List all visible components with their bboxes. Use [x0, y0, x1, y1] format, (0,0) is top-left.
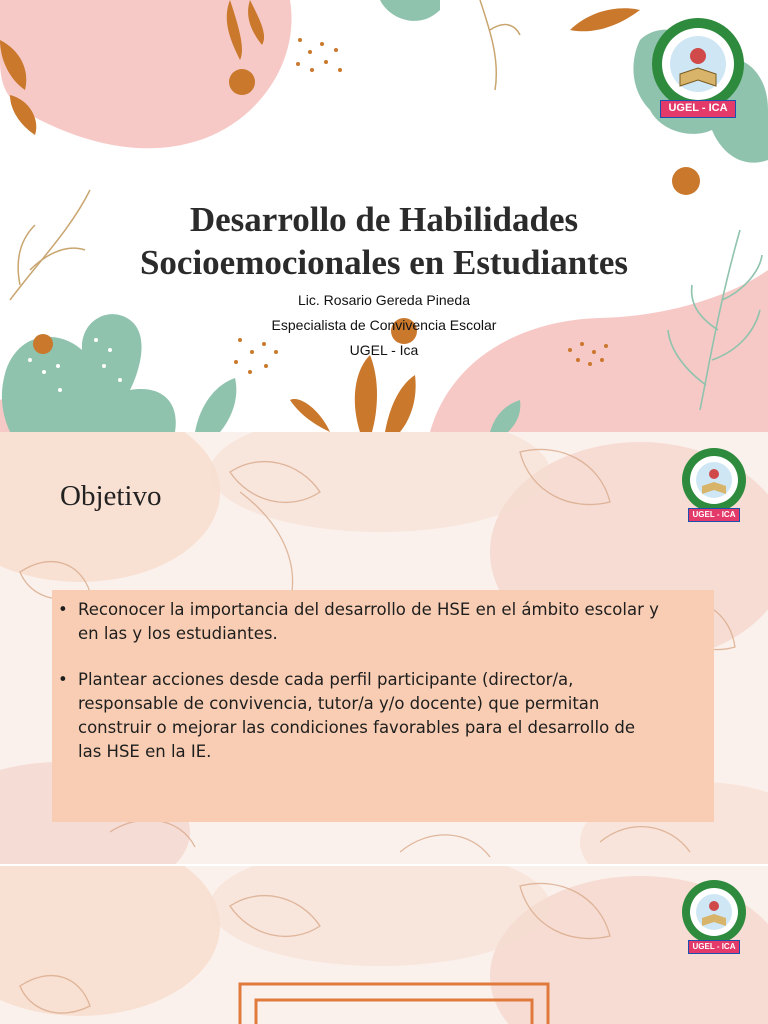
- title-line-2: Socioemocionales en Estudiantes: [139, 243, 629, 282]
- ugel-ica-logo: [646, 14, 750, 122]
- slide-heading: Objetivo: [60, 480, 162, 512]
- logo-band: UGEL - ICA: [688, 940, 740, 954]
- bullet-icon: •: [58, 670, 68, 689]
- logo-band: UGEL - ICA: [688, 508, 740, 522]
- title-slide: [0, 0, 768, 432]
- watercolor-leaf-background: [0, 866, 768, 1024]
- author-role: Especialista de Convivencia Escolar: [271, 317, 497, 333]
- objectives-box: [52, 590, 714, 822]
- title-line-1: Desarrollo de Habilidades: [189, 200, 579, 239]
- objective-slide: [0, 432, 768, 864]
- organization: UGEL - Ica: [349, 342, 419, 358]
- presentation-title: [0, 198, 768, 284]
- logo-band: UGEL - ICA: [660, 100, 736, 118]
- list-item: • Plantear acciones desde cada perfil participante (director/a, responsable de convivencia, tutor/a y/o docente) que permitan construir o mejorar las condiciones favorables para el desarrollo de las HSE en la IE.: [58, 670, 636, 761]
- list-item: • Reconocer la importancia del desarrollo de HSE en el ámbito escolar y en las y los estudiantes.: [58, 600, 659, 643]
- bullet-icon: •: [58, 600, 68, 619]
- author-name: Lic. Rosario Gereda Pineda: [298, 292, 470, 308]
- third-slide-partial: [0, 866, 768, 1024]
- ugel-ica-logo: [678, 878, 750, 956]
- ugel-ica-logo: [678, 446, 750, 524]
